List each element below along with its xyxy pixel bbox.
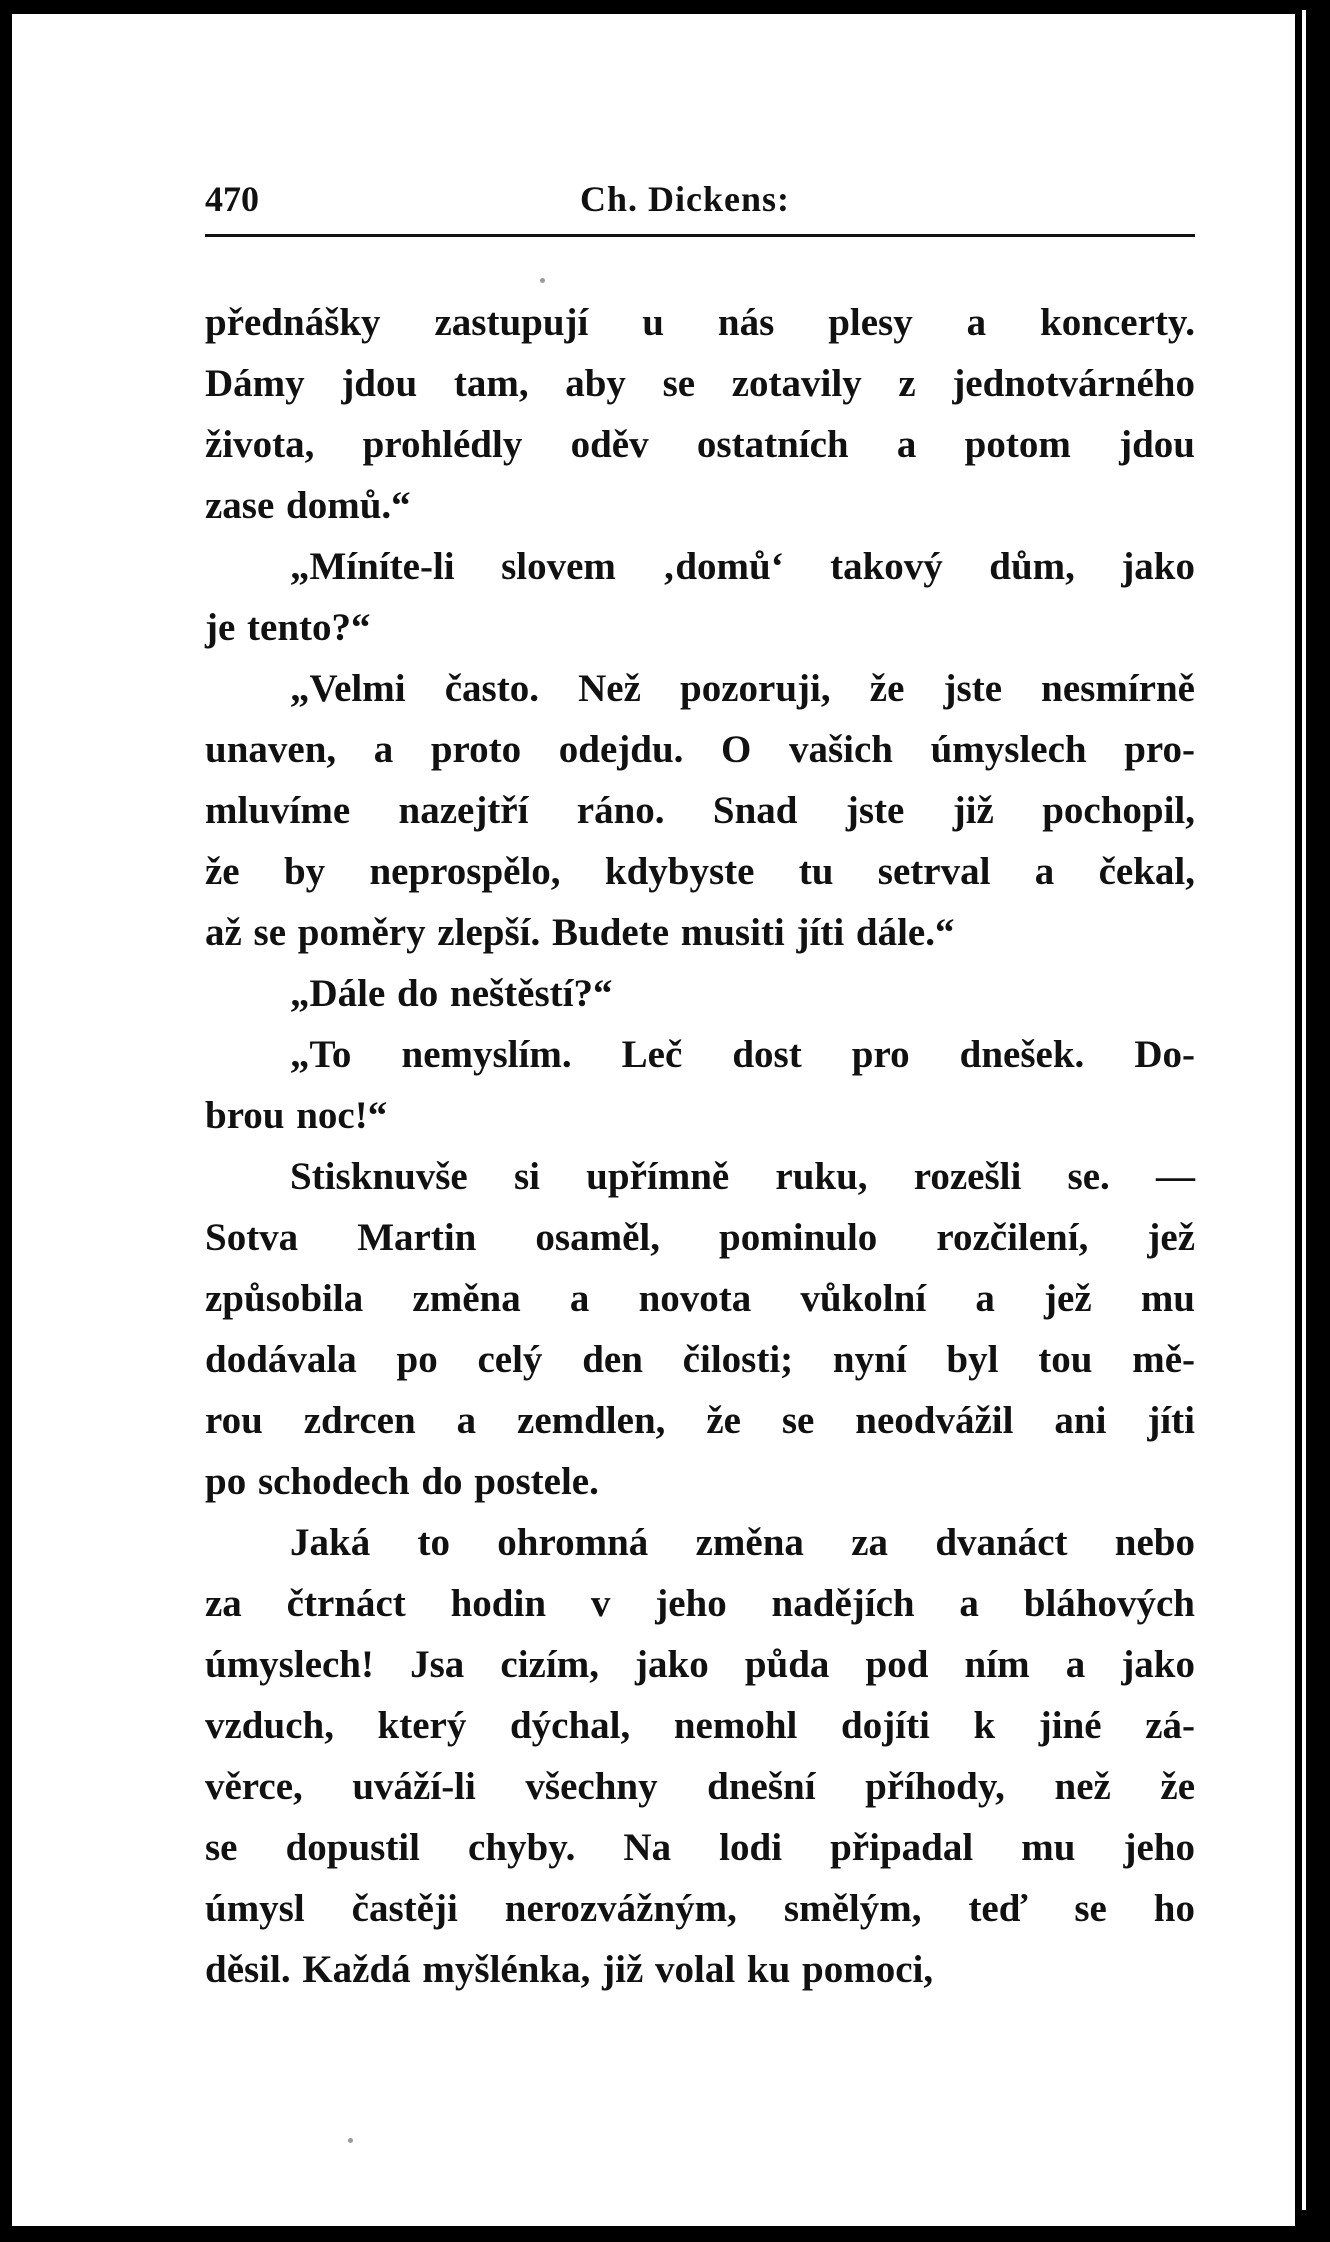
text-line: života, prohlédly oděv ostatních a potom jdou: [205, 423, 1195, 466]
text-line: způsobila změna a novota vůkolní a jež mu: [205, 1277, 1195, 1320]
text-line: dodávala po celý den čilosti; nyní byl tou mě-: [205, 1338, 1195, 1381]
text-line: Jaká to ohromná změna za dvanáct nebo: [290, 1521, 1195, 1564]
text-line: úmyslech! Jsa cizím, jako půda pod ním a jako: [205, 1643, 1195, 1686]
text-line: úmysl častěji nerozvážným, smělým, teď se ho: [205, 1887, 1195, 1930]
text-line: po schodech do postele.: [205, 1460, 599, 1503]
text-line: rou zdrcen a zemdlen, že se neodvážil ani jíti: [205, 1399, 1195, 1442]
scan-border-top: [0, 0, 1330, 14]
scan-border-left: [0, 0, 12, 2242]
text-line: „Dále do neštěstí?“: [290, 972, 613, 1015]
text-line: unaven, a proto odejdu. O vašich úmyslech pro-: [205, 728, 1195, 771]
running-head: [205, 172, 1195, 224]
text-line: se dopustil chyby. Na lodi připadal mu jeho: [205, 1826, 1195, 1869]
paragraph: [205, 292, 1195, 536]
text-line: věrce, uváží-li všechny dnešní příhody, než že: [205, 1765, 1195, 1808]
paragraph: [205, 963, 1195, 1024]
text-line: brou noc!“: [205, 1094, 388, 1137]
scan-border-bottom: [0, 2226, 1330, 2242]
page-number: 470: [205, 179, 259, 219]
scan-border-right-gap: [1302, 10, 1306, 2210]
text-line: až se poměry zlepší. Budete musiti jíti dále.“: [205, 911, 955, 954]
header-rule: [205, 234, 1195, 237]
text-line: za čtrnáct hodin v jeho nadějích a bláhových: [205, 1582, 1195, 1625]
text-line: přednášky zastupují u nás plesy a koncerty.: [205, 301, 1195, 344]
paragraph: [205, 1024, 1195, 1146]
text-line: vzduch, který dýchal, nemohl dojíti k jiné zá-: [205, 1704, 1195, 1747]
scan-border-right: [1295, 0, 1330, 2242]
text-line: Stisknuvše si upřímně ruku, rozešli se. —: [290, 1155, 1195, 1198]
paragraph: [205, 1512, 1195, 2000]
paragraph: [205, 658, 1195, 963]
paragraph: [205, 536, 1195, 658]
paragraph: [205, 1146, 1195, 1512]
running-head-title: Ch. Dickens:: [580, 179, 791, 219]
text-line: zase domů.“: [205, 484, 411, 527]
body-text: [205, 292, 1195, 2000]
scan-speck: [540, 278, 545, 283]
text-line: děsil. Každá myšlénka, již volal ku pomoci,: [205, 1948, 934, 1991]
text-line: že by neprospělo, kdybyste tu setrval a čekal,: [205, 850, 1195, 893]
text-line: „Míníte-li slovem ‚domů‘ takový dům, jako: [290, 545, 1195, 588]
scan-speck: [348, 2138, 353, 2143]
text-line: „Velmi často. Než pozoruji, že jste nesmírně: [290, 667, 1195, 710]
text-line: mluvíme nazejtří ráno. Snad jste již pochopil,: [205, 789, 1195, 832]
text-line: Dámy jdou tam, aby se zotavily z jednotvárného: [205, 362, 1195, 405]
text-line: je tento?“: [205, 606, 371, 649]
text-line: Sotva Martin osaměl, pominulo rozčilení, jež: [205, 1216, 1195, 1259]
text-line: „To nemyslím. Leč dost pro dnešek. Do-: [290, 1033, 1195, 1076]
